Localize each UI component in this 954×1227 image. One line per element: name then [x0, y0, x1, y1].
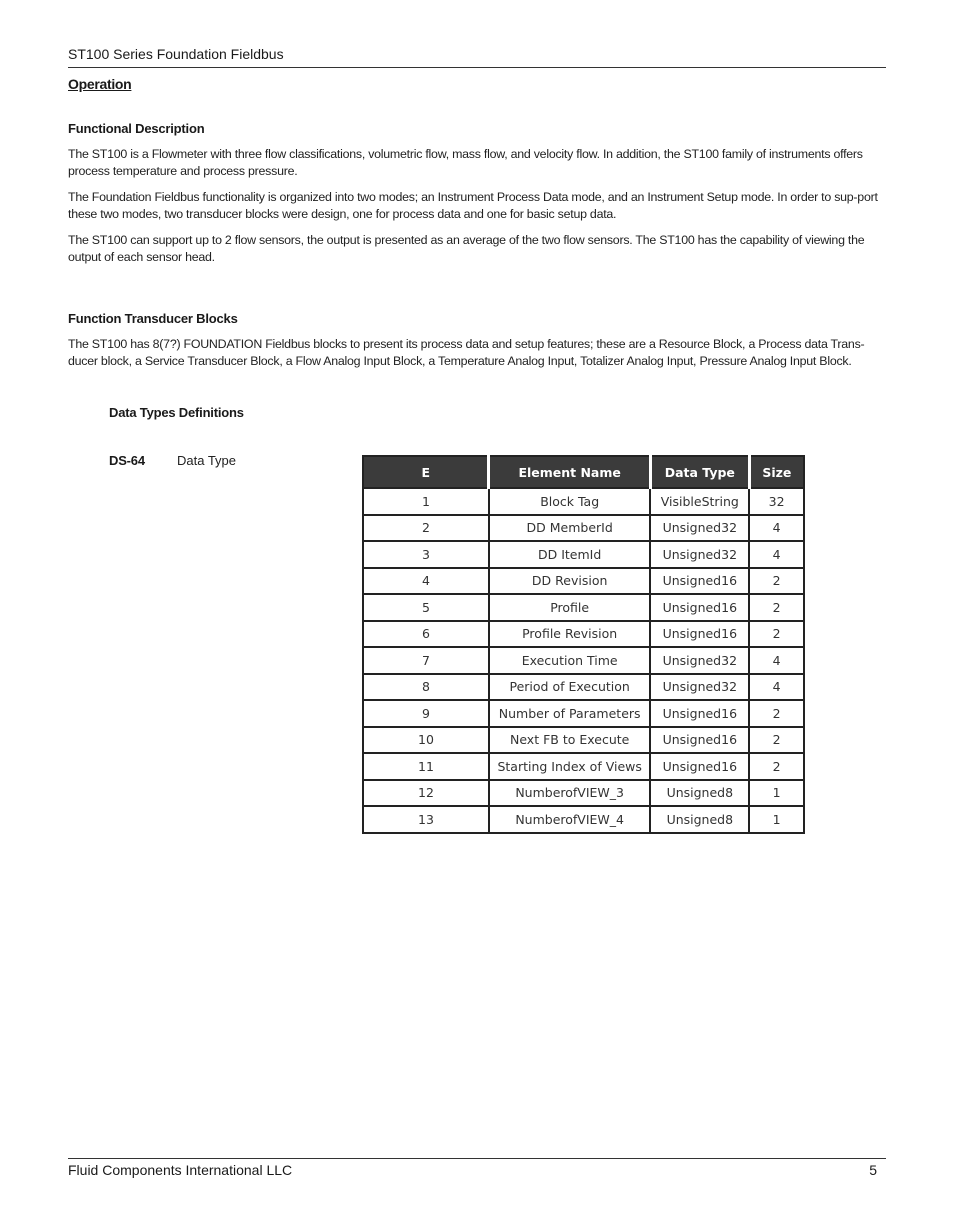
functional-description-paragraph-1: The ST100 is a Flowmeter with three flow classifications, volumetric flow, mass flow, and velocity flow. In addition, the ST100 family of instruments offers process temperature and process pressure.	[68, 147, 863, 178]
cell-element-name: Profile	[489, 594, 650, 621]
table-row	[363, 515, 804, 542]
cell-element-name: Execution Time	[489, 647, 650, 674]
cell-element-name: Next FB to Execute	[489, 727, 650, 754]
cell-e: 6	[363, 621, 489, 648]
cell-e: 1	[363, 488, 489, 515]
function-transducer-heading: Function Transducer Blocks	[68, 311, 238, 326]
table-row	[363, 488, 804, 515]
data-types-heading: Data Types Definitions	[109, 405, 244, 420]
cell-e: 10	[363, 727, 489, 754]
functional-description-paragraph-3: The ST100 can support up to 2 flow sensors, the output is presented as an average of the two flow sensors. The ST100 has the capability of viewing the output of each sensor head.	[68, 233, 865, 264]
cell-e: 11	[363, 753, 489, 780]
cell-data-type: Unsigned16	[650, 727, 749, 754]
column-header-element-name: Element Name	[489, 456, 650, 488]
functional-description-paragraph-2: The Foundation Fieldbus functionality is organized into two modes; an Instrument Process Data mode, and an Instrument Setup mode. In order to sup-port these two modes, two transducer blocks were design, one for process data and one for basic setup data.	[68, 190, 878, 221]
table-row	[363, 806, 804, 833]
cell-element-name: Starting Index of Views	[489, 753, 650, 780]
cell-data-type: Unsigned16	[650, 753, 749, 780]
footer-company: Fluid Components International LLC	[68, 1162, 293, 1178]
table-row	[363, 780, 804, 807]
cell-data-type: Unsigned32	[650, 647, 749, 674]
cell-size: 2	[749, 594, 804, 621]
cell-element-name: Block Tag	[489, 488, 650, 515]
cell-size: 1	[749, 780, 804, 807]
table-row	[363, 541, 804, 568]
ds-description: Data Type	[177, 453, 237, 468]
cell-element-name: NumberofVIEW_4	[489, 806, 650, 833]
cell-size: 4	[749, 647, 804, 674]
cell-size: 4	[749, 541, 804, 568]
cell-e: 12	[363, 780, 489, 807]
table-row	[363, 727, 804, 754]
header-divider	[68, 67, 886, 68]
cell-element-name: NumberofVIEW_3	[489, 780, 650, 807]
cell-size: 2	[749, 727, 804, 754]
cell-element-name: Period of Execution	[489, 674, 650, 701]
cell-e: 3	[363, 541, 489, 568]
table-header-row	[363, 456, 804, 488]
cell-element-name: DD ItemId	[489, 541, 650, 568]
table-row	[363, 753, 804, 780]
cell-size: 2	[749, 753, 804, 780]
cell-data-type: Unsigned16	[650, 700, 749, 727]
cell-data-type: VisibleString	[650, 488, 749, 515]
cell-data-type: Unsigned16	[650, 594, 749, 621]
ds-label: DS-64	[109, 453, 145, 468]
cell-size: 2	[749, 621, 804, 648]
cell-size: 2	[749, 700, 804, 727]
cell-size: 4	[749, 515, 804, 542]
cell-data-type: Unsigned16	[650, 621, 749, 648]
cell-data-type: Unsigned32	[650, 515, 749, 542]
cell-element-name: Number of Parameters	[489, 700, 650, 727]
cell-data-type: Unsigned32	[650, 674, 749, 701]
table-row	[363, 647, 804, 674]
function-transducer-paragraph: The ST100 has 8(7?) FOUNDATION Fieldbus blocks to present its process data and setup features; these are a Resource Block, a Process data Trans-ducer block, a Service Transducer Block, a Flow Analog Input Block, a Temperature Analog Input, Totalizer Analog Input, Pressure Analog Input Block.	[68, 337, 865, 368]
cell-data-type: Unsigned32	[650, 541, 749, 568]
cell-size: 2	[749, 568, 804, 595]
table-row	[363, 594, 804, 621]
table-row	[363, 621, 804, 648]
table-row	[363, 674, 804, 701]
cell-element-name: Profile Revision	[489, 621, 650, 648]
page-number: 5	[869, 1162, 877, 1178]
cell-e: 13	[363, 806, 489, 833]
footer-divider	[68, 1158, 886, 1159]
cell-data-type: Unsigned8	[650, 780, 749, 807]
column-header-size: Size	[749, 456, 804, 488]
section-title: Operation	[68, 76, 132, 92]
column-header-data-type: Data Type	[650, 456, 749, 488]
column-header-e: E	[363, 456, 489, 488]
cell-data-type: Unsigned8	[650, 806, 749, 833]
data-type-table	[362, 455, 805, 834]
cell-e: 4	[363, 568, 489, 595]
functional-description-heading: Functional Description	[68, 121, 205, 136]
cell-e: 8	[363, 674, 489, 701]
cell-e: 2	[363, 515, 489, 542]
cell-element-name: DD Revision	[489, 568, 650, 595]
table-row	[363, 568, 804, 595]
running-header: ST100 Series Foundation Fieldbus	[68, 46, 284, 62]
cell-e: 9	[363, 700, 489, 727]
cell-size: 4	[749, 674, 804, 701]
cell-size: 32	[749, 488, 804, 515]
cell-element-name: DD MemberId	[489, 515, 650, 542]
cell-data-type: Unsigned16	[650, 568, 749, 595]
cell-e: 5	[363, 594, 489, 621]
table-row	[363, 700, 804, 727]
cell-e: 7	[363, 647, 489, 674]
cell-size: 1	[749, 806, 804, 833]
